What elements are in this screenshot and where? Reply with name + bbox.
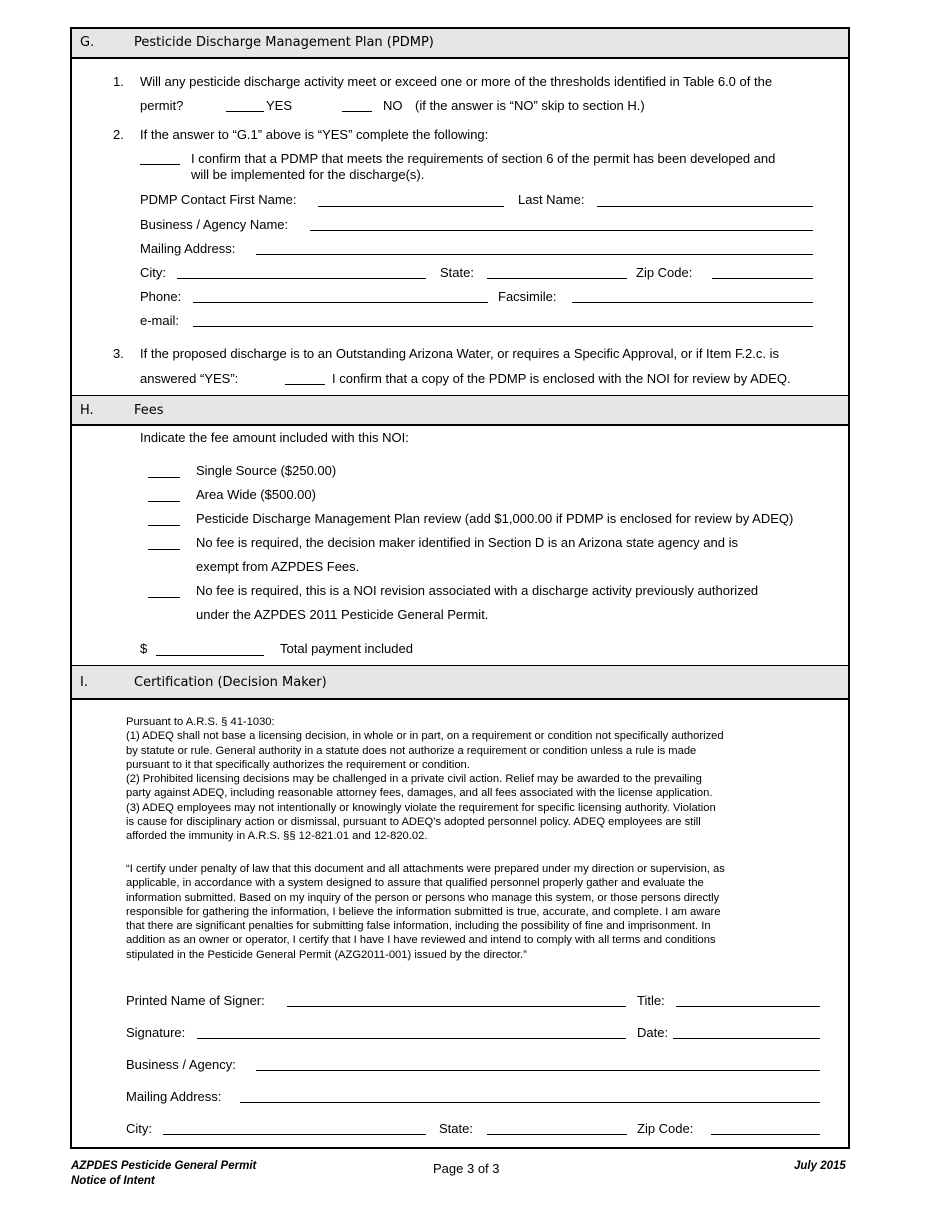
footer-doc-name: Notice of Intent [71, 1175, 155, 1187]
pdmp-confirm-text: I confirm that a PDMP that meets the requirements of section 6 of the permit has been developed and [191, 151, 776, 166]
divider [72, 424, 848, 426]
title-field[interactable] [676, 1006, 820, 1007]
city-label: City: [140, 265, 166, 280]
phone-field[interactable] [193, 302, 488, 303]
footer-date: July 2015 [794, 1160, 846, 1172]
email-label: e-mail: [140, 313, 180, 328]
total-payment-label: Total payment included [280, 641, 413, 656]
q2-number: 2. [113, 127, 124, 142]
cert-state-field[interactable] [487, 1134, 627, 1135]
section-g-letter: G. [80, 35, 95, 50]
fax-field[interactable] [572, 302, 813, 303]
dollar-sign: $ [140, 641, 148, 656]
exempt-label-2: exempt from AZPDES Fees. [196, 559, 360, 574]
cert-mailing-field[interactable] [240, 1102, 820, 1103]
last-name-label: Last Name: [518, 192, 585, 207]
cert-city-field[interactable] [163, 1134, 426, 1135]
city-field[interactable] [177, 278, 426, 279]
divider [72, 57, 848, 59]
q2-text: If the answer to “G.1” above is “YES” complete the following: [140, 127, 489, 142]
ars-notice: Pursuant to A.R.S. § 41-1030: (1) ADEQ shall not base a licensing decision, in whole or in part, on a requirement or condition not specifically authorized by statute or rule. General authority in a statute does not authorize a requirement or condition unless a rule is made pursuant to it that specifically authorizes the requirement or condition. (2) Prohibited licensing decisions may be challenged in a private civil action. Relief may be awarded to the prevailing party against ADEQ, including reasonable attorney fees, damages, and all fees associated with the license application. (3) ADEQ employees may not intentionally or knowingly violate the requirement for specific licensing authority. Violation is cause for disciplinary action or dismissal, pursuant to ADEQ’s adopted personnel policy. ADEQ employees are still afforded the immunity in A.R.S. §§ 12-821.01 and 12-820.02. [126, 716, 724, 843]
pdmp-enclosed-blank[interactable] [285, 384, 325, 385]
cert-mailing-label: Mailing Address: [126, 1089, 222, 1104]
pdmp-review-label: Pesticide Discharge Management Plan review (add $1,000.00 if PDMP is enclosed for review by ADEQ) [196, 511, 794, 526]
yes-blank[interactable] [226, 111, 264, 112]
title-label: Title: [637, 993, 665, 1008]
revision-blank[interactable] [148, 597, 180, 598]
revision-label-2: under the AZPDES 2011 Pesticide General Permit. [196, 607, 489, 622]
mailing-address-field[interactable] [256, 254, 813, 255]
cert-zip-label: Zip Code: [637, 1121, 694, 1136]
signature-label: Signature: [126, 1025, 186, 1040]
cert-state-label: State: [439, 1121, 473, 1136]
single-source-blank[interactable] [148, 477, 180, 478]
form-frame [70, 27, 850, 1149]
certification-statement: “I certify under penalty of law that this document and all attachments were prepared under my direction or supervision, as applicable, in accordance with a system designed to assure that qualified personnel properly gather and evaluate the information submitted. Based on my inquiry of the person or persons who manage this system, or those persons directly responsible for gathering the information, I believe the information submitted is true, accurate, and complete. I am aware that there are significant penalties for submitting false information, including the possibility of fine and imprisonment. In addition as an owner or operator, I certify that I have I have reviewed and intend to comply with all terms and conditions stipulated in the Pesticide General Permit (AZG2011-001) issued by the director.” [126, 863, 725, 961]
total-payment-field[interactable] [156, 655, 264, 656]
no-blank[interactable] [342, 111, 372, 112]
fee-intro: Indicate the fee amount included with this NOI: [140, 430, 409, 445]
zip-label: Zip Code: [636, 265, 693, 280]
q3-text: If the proposed discharge is to an Outstanding Arizona Water, or requires a Specific Approval, or if Item F.2.c. is [140, 346, 780, 361]
business-name-label: Business / Agency Name: [140, 217, 289, 232]
footer-page-number: Page 3 of 3 [433, 1161, 500, 1176]
cert-zip-field[interactable] [711, 1134, 820, 1135]
q1-permit-label: permit? [140, 98, 184, 113]
section-i-header [72, 666, 848, 698]
q1-text: Will any pesticide discharge activity meet or exceed one or more of the thresholds identified in Table 6.0 of the [140, 74, 773, 89]
date-field[interactable] [673, 1038, 820, 1039]
yes-label: YES [266, 98, 293, 113]
pdmp-confirm-blank[interactable] [140, 164, 180, 165]
state-field[interactable] [487, 278, 627, 279]
area-wide-label: Area Wide ($500.00) [196, 487, 316, 502]
q3-answered-label: answered “YES”: [140, 371, 239, 386]
q1-number: 1. [113, 74, 124, 89]
contact-first-name-label: PDMP Contact First Name: [140, 192, 297, 207]
exempt-blank[interactable] [148, 549, 180, 550]
section-g-title: Pesticide Discharge Management Plan (PDMP) [134, 35, 434, 50]
section-i-letter: I. [80, 675, 88, 690]
email-field[interactable] [193, 326, 813, 327]
q3-number: 3. [113, 346, 124, 361]
business-name-field[interactable] [310, 230, 813, 231]
section-i-title: Certification (Decision Maker) [134, 675, 327, 690]
cert-business-label: Business / Agency: [126, 1057, 236, 1072]
single-source-label: Single Source ($250.00) [196, 463, 337, 478]
fax-label: Facsimile: [498, 289, 557, 304]
footer-permit-name: AZPDES Pesticide General Permit [71, 1160, 257, 1172]
cert-city-label: City: [126, 1121, 152, 1136]
cert-business-field[interactable] [256, 1070, 820, 1071]
mailing-address-label: Mailing Address: [140, 241, 236, 256]
pdmp-confirm-text-2: will be implemented for the discharge(s). [191, 167, 425, 182]
section-h-header [72, 396, 848, 425]
date-label: Date: [637, 1025, 669, 1040]
pdmp-review-blank[interactable] [148, 525, 180, 526]
phone-label: Phone: [140, 289, 182, 304]
no-note: (if the answer is “NO” skip to section H.) [415, 98, 645, 113]
area-wide-blank[interactable] [148, 501, 180, 502]
signature-field[interactable] [197, 1038, 626, 1039]
state-label: State: [440, 265, 474, 280]
no-label: NO [383, 98, 403, 113]
section-g-header [72, 29, 848, 57]
section-h-title: Fees [134, 403, 164, 418]
zip-field[interactable] [712, 278, 813, 279]
revision-label: No fee is required, this is a NOI revision associated with a discharge activity previously authorized [196, 583, 759, 598]
divider [72, 698, 848, 700]
last-name-field[interactable] [597, 206, 813, 207]
exempt-label: No fee is required, the decision maker identified in Section D is an Arizona state agency and is [196, 535, 738, 550]
printed-name-field[interactable] [287, 1006, 626, 1007]
contact-first-name-field[interactable] [318, 206, 504, 207]
section-h-letter: H. [80, 403, 94, 418]
pdmp-enclosed-text: I confirm that a copy of the PDMP is enclosed with the NOI for review by ADEQ. [332, 371, 791, 386]
printed-name-label: Printed Name of Signer: [126, 993, 265, 1008]
